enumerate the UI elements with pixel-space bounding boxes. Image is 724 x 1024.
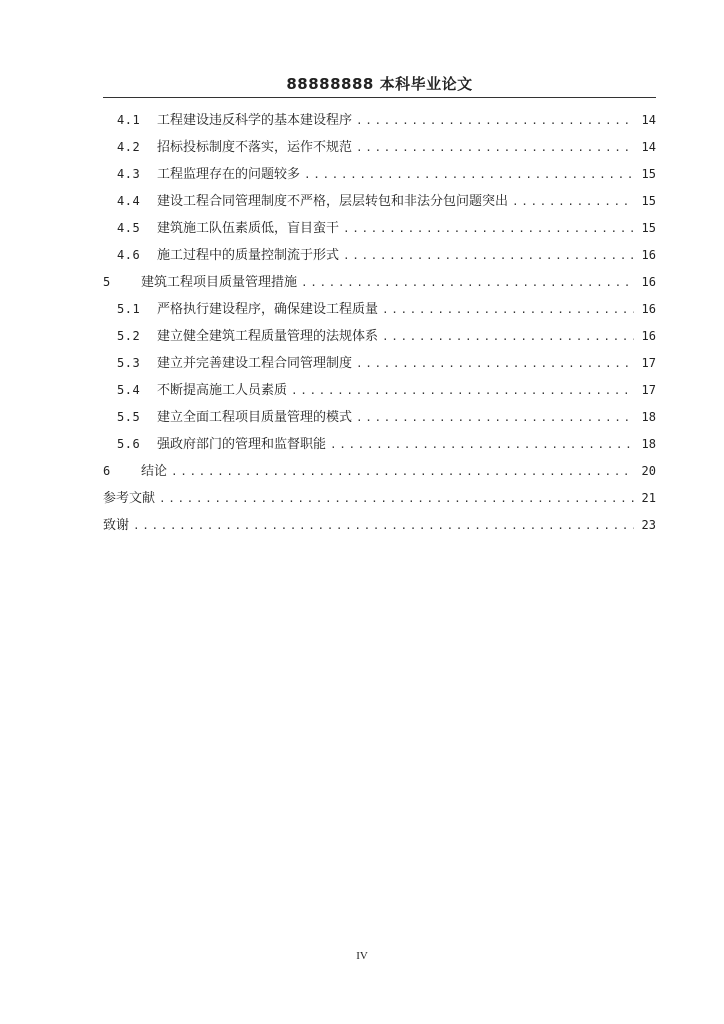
toc-entry-number: 4.3 <box>117 167 141 181</box>
toc-entry[interactable] <box>103 242 656 269</box>
toc-entry-title: 不断提高施工人员素质 <box>157 383 288 398</box>
toc-entry-title: 建立全面工程项目质量管理的模式 <box>157 410 353 425</box>
toc-entry[interactable] <box>103 377 656 404</box>
toc-entry[interactable] <box>103 188 656 215</box>
toc-entry-title: 工程监理存在的问题较多 <box>157 167 301 182</box>
toc-entry-page: 16 <box>641 248 656 262</box>
toc-entry[interactable] <box>103 161 656 188</box>
toc-dot-leader <box>382 296 634 323</box>
toc-dot-leader <box>356 107 634 134</box>
toc-entry-title: 致谢 <box>103 518 130 533</box>
toc-entry-title: 建筑施工队伍素质低，盲目蛮干 <box>157 221 340 236</box>
toc-entry-page: 14 <box>641 140 656 154</box>
toc-dot-leader <box>301 269 634 296</box>
toc-entry-page: 15 <box>641 221 656 235</box>
toc-entry-page: 16 <box>641 329 656 343</box>
toc-dot-leader <box>382 323 634 350</box>
toc-dot-leader <box>171 458 634 485</box>
toc-dot-leader <box>133 512 634 539</box>
toc-entry[interactable] <box>103 296 656 323</box>
toc-dot-leader <box>343 242 634 269</box>
toc-chapter-entry[interactable] <box>103 458 656 485</box>
toc-entry-number: 5.1 <box>117 302 141 316</box>
toc-entry-page: 20 <box>641 464 656 478</box>
toc-entry-title: 建筑工程项目质量管理措施 <box>141 275 298 290</box>
toc-entry-number: 4.2 <box>117 140 141 154</box>
toc-entry[interactable] <box>103 404 656 431</box>
toc-entry[interactable] <box>103 431 656 458</box>
toc-entry-title: 建设工程合同管理制度不严格，层层转包和非法分包问题突出 <box>157 194 509 209</box>
toc-dot-leader <box>291 377 634 404</box>
toc-entry-number: 4.6 <box>117 248 141 262</box>
toc-chapter-entry[interactable] <box>103 269 656 296</box>
toc-entry-title: 严格执行建设程序，确保建设工程质量 <box>157 302 379 317</box>
header-divider <box>103 97 656 98</box>
toc-dot-leader <box>512 188 634 215</box>
toc-entry-page: 16 <box>641 275 656 289</box>
page-header-title: 88888888 本科毕业论文 <box>286 75 473 93</box>
toc-entry-title: 建立并完善建设工程合同管理制度 <box>157 356 353 371</box>
toc-entry-page: 16 <box>641 302 656 316</box>
toc-dot-leader <box>343 215 634 242</box>
toc-entry-title: 参考文献 <box>103 491 156 506</box>
toc-entry-page: 15 <box>641 194 656 208</box>
toc-entry-page: 15 <box>641 167 656 181</box>
toc-entry-title: 建立健全建筑工程质量管理的法规体系 <box>157 329 379 344</box>
toc-dot-leader <box>330 431 634 458</box>
toc-entry[interactable] <box>103 350 656 377</box>
toc-entry[interactable] <box>103 215 656 242</box>
toc-entry-title: 强政府部门的管理和监督职能 <box>157 437 327 452</box>
toc-entry-number: 5.4 <box>117 383 141 397</box>
toc-entry-page: 14 <box>641 113 656 127</box>
toc-entry-number: 5.5 <box>117 410 141 424</box>
toc-entry-page: 23 <box>641 518 656 532</box>
toc-entry-title: 结论 <box>141 464 168 479</box>
toc-entry-number: 5.2 <box>117 329 141 343</box>
toc-entry-page: 18 <box>641 437 656 451</box>
toc-entry-page: 17 <box>641 383 656 397</box>
toc-entry-number: 6 <box>103 464 111 478</box>
page-number: IV <box>356 950 368 962</box>
toc-dot-leader <box>356 350 634 377</box>
toc-entry-number: 5.3 <box>117 356 141 370</box>
table-of-contents <box>103 107 656 539</box>
toc-entry-number: 4.4 <box>117 194 141 208</box>
toc-entry-number: 4.5 <box>117 221 141 235</box>
toc-entry[interactable] <box>103 107 656 134</box>
toc-dot-leader <box>356 404 634 431</box>
toc-entry-title: 招标投标制度不落实，运作不规范 <box>157 140 353 155</box>
toc-entry-title: 施工过程中的质量控制流于形式 <box>157 248 340 263</box>
toc-entry-number: 5 <box>103 275 111 289</box>
toc-dot-leader <box>356 134 634 161</box>
toc-entry-page: 21 <box>641 491 656 505</box>
toc-chapter-entry[interactable] <box>103 512 656 539</box>
toc-entry-page: 18 <box>641 410 656 424</box>
toc-dot-leader <box>304 161 634 188</box>
toc-entry[interactable] <box>103 134 656 161</box>
toc-entry-number: 5.6 <box>117 437 141 451</box>
toc-entry-page: 17 <box>641 356 656 370</box>
toc-entry-title: 工程建设违反科学的基本建设程序 <box>157 113 353 128</box>
toc-entry-number: 4.1 <box>117 113 141 127</box>
toc-dot-leader <box>159 485 634 512</box>
toc-entry[interactable] <box>103 323 656 350</box>
toc-chapter-entry[interactable] <box>103 485 656 512</box>
